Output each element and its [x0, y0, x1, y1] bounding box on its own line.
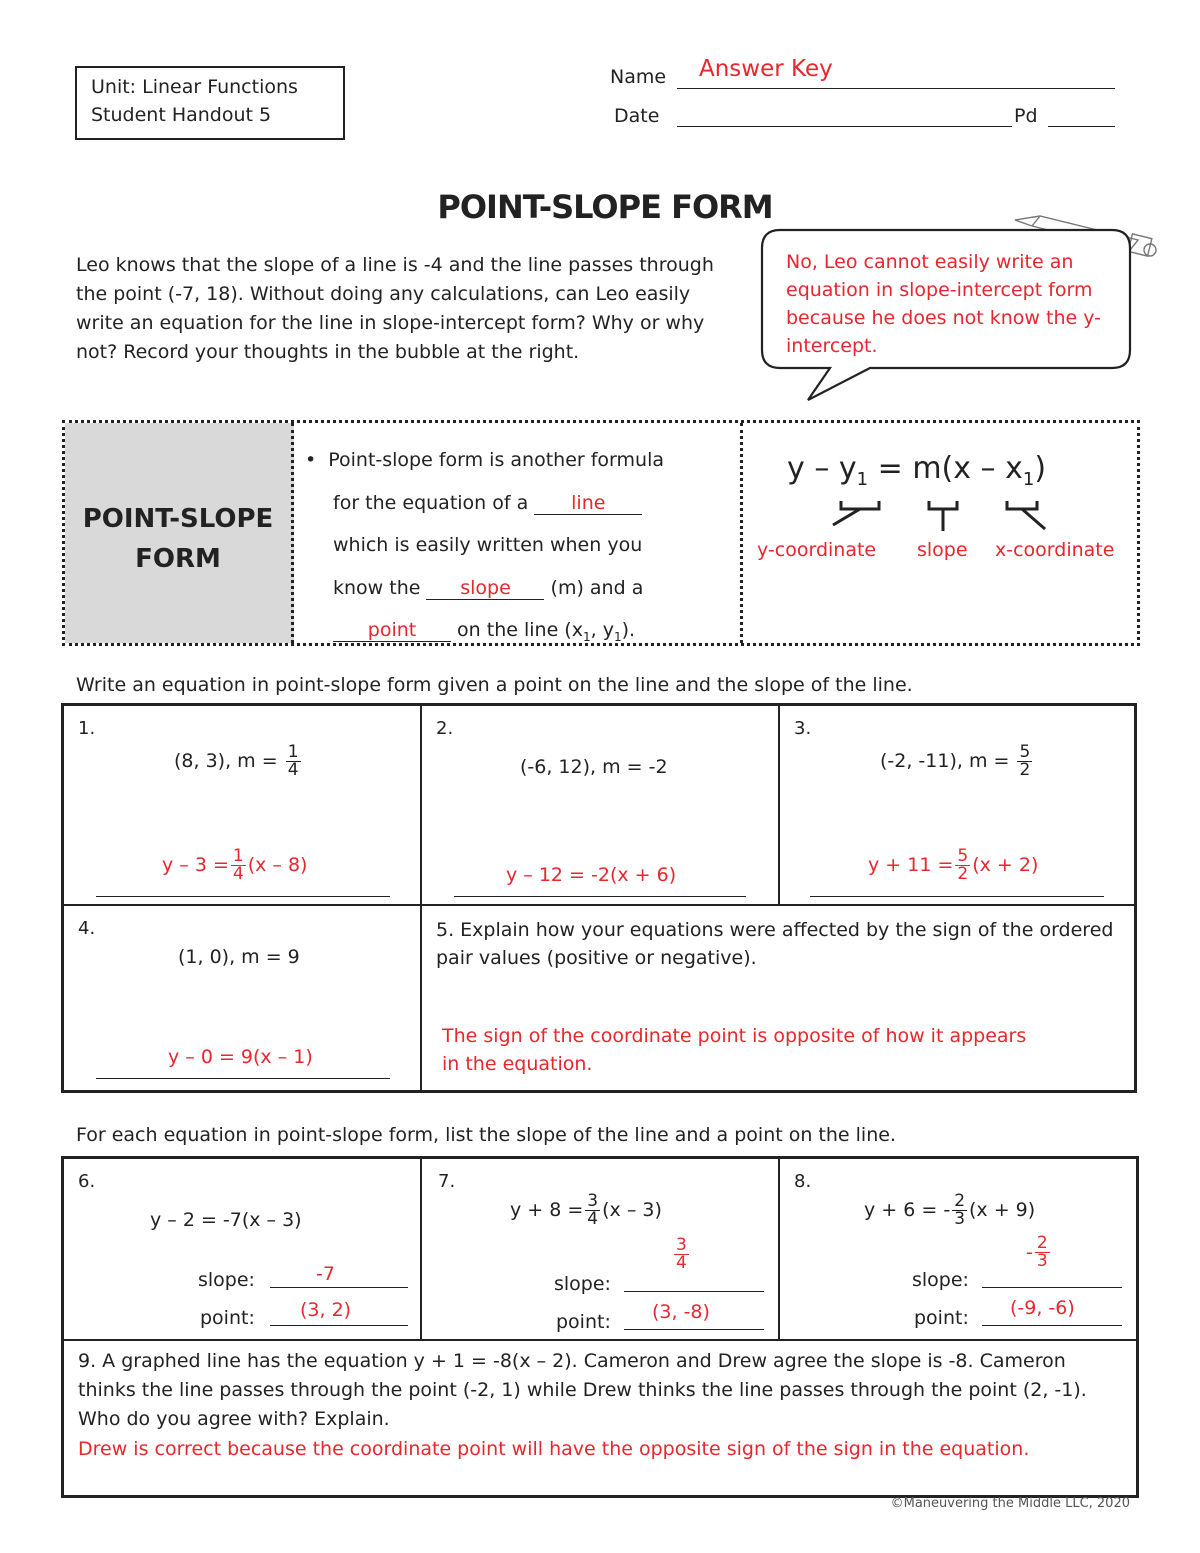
problem-4-answer: y – 0 = 9(x – 1): [168, 1046, 313, 1068]
problem-4-given: (1, 0), m = 9: [178, 946, 300, 968]
formula-cell: [740, 423, 1137, 643]
definition-label: POINT-SLOPE FORM: [82, 504, 274, 574]
problem-8-number: 8.: [794, 1171, 812, 1192]
blank-line[interactable]: line: [534, 492, 642, 515]
label-x-coordinate: x-coordinate: [995, 539, 1115, 561]
bubble-answer: No, Leo cannot easily write an equation in slope-intercept form because he does not know the y-intercept.: [786, 251, 1101, 357]
blank-point[interactable]: point: [333, 619, 451, 642]
period-field[interactable]: [1048, 102, 1115, 127]
problem-6-slope-field[interactable]: -7: [270, 1263, 408, 1288]
problem-4-answer-line[interactable]: [96, 1078, 390, 1079]
problem-6-equation: y – 2 = -7(x – 3): [150, 1209, 302, 1231]
date-label: Date: [614, 105, 660, 127]
problem-2-answer-line[interactable]: [454, 896, 746, 897]
formula-brackets: [823, 491, 1083, 535]
label-slope: slope: [917, 539, 968, 561]
problem-1-answer-line[interactable]: [96, 896, 390, 897]
problem-6-point-field[interactable]: (3, 2): [270, 1301, 408, 1326]
problem-8-point-field[interactable]: (-9, -6): [982, 1301, 1122, 1326]
problem-9-answer: Drew is correct because the coordinate point will have the opposite sign of the sign in the equation.: [78, 1438, 1030, 1460]
problem-7-equation: y + 8 = $\frac{3}{4}$ (x – 3): [510, 1191, 662, 1229]
blank-slope[interactable]: slope: [426, 577, 544, 600]
name-label: Name: [610, 66, 667, 88]
problem-5-question: 5. Explain how your equations were affected by the sign of the ordered pair values (positive or negative).: [436, 919, 1114, 969]
problem-2-answer: y – 12 = -2(x + 6): [506, 864, 677, 886]
label-y-coordinate: y-coordinate: [757, 539, 877, 561]
section2-instruction: For each equation in point-slope form, list the slope of the line and a point on the line.: [76, 1124, 896, 1146]
name-field[interactable]: [677, 56, 1115, 89]
problem-4-number: 4.: [78, 918, 96, 939]
date-field[interactable]: [677, 102, 1012, 127]
problem-9-question: 9. A graphed line has the equation y + 1 = -8(x – 2). Cameron and Drew agree the slope is -8. Cameron thinks the line passes through the point (-2, 1) while Drew thinks the line passes through the point (2, -1). Who do you agree with? Explain.: [78, 1350, 1087, 1430]
formula: $y - y_1 = m(x - x_1)$: [787, 451, 1047, 490]
problem-6-point-label: point:: [200, 1307, 255, 1329]
problem-8-slope-label: slope:: [912, 1269, 969, 1291]
problem-1-given: (8, 3), m = $\frac{1}{4}$: [174, 742, 299, 780]
handout-label: Student Handout 5: [91, 104, 272, 126]
name-value: Answer Key: [699, 56, 833, 82]
problem-7-point-label: point:: [556, 1311, 611, 1333]
problem-7-slope-field[interactable]: $\frac{3}{4}$: [624, 1267, 764, 1292]
section1-instruction: Write an equation in point-slope form given a point on the line and the slope of the line.: [76, 674, 913, 696]
unit-label: Unit: Linear Functions: [91, 76, 298, 98]
period-label: Pd: [1014, 105, 1038, 127]
problem-1-number: 1.: [78, 718, 96, 739]
problems-grid-1: [61, 703, 1137, 1093]
problem-7-point-field[interactable]: (3, -8): [624, 1305, 764, 1330]
problem-3-answer: y + 11 = $\frac{5}{2}$ (x + 2): [868, 846, 1039, 884]
problem-2-given: (-6, 12), m = -2: [520, 756, 668, 778]
problem-8-point-label: point:: [914, 1307, 969, 1329]
problem-8-equation: y + 6 = - $\frac{2}{3}$ (x + 9): [864, 1191, 1036, 1229]
definition-label-cell: [65, 423, 294, 643]
footer-copyright: ©Maneuvering the Middle LLC, 2020: [890, 1496, 1130, 1511]
problem-3-answer-line[interactable]: [810, 896, 1104, 897]
problem-8-slope-field[interactable]: - $\frac{2}{3}$: [982, 1263, 1122, 1288]
problem-2-number: 2.: [436, 718, 454, 739]
problem-3-given: (-2, -11), m = $\frac{5}{2}$: [880, 742, 1031, 780]
problem-3-number: 3.: [794, 718, 812, 739]
problem-7-number: 7.: [438, 1171, 456, 1192]
definition-box: [62, 420, 1140, 646]
problems-grid-2: [61, 1156, 1139, 1498]
problem-7-slope-label: slope:: [554, 1273, 611, 1295]
intro-text: Leo knows that the slope of a line is -4 and the line passes through the point (-7, 18). Without doing any calculations, can Leo easily write an equation for the line in slope-intercept form? Why or why not? Record your thoughts in the bubble at the right.: [76, 254, 714, 363]
definition-text: • Point-slope form is another formula for the equation of a line which is easily written when you know the slope (m) and a point on the line ($x_1$, $y_1$).: [305, 449, 665, 644]
problem-6-number: 6.: [78, 1171, 96, 1192]
page-title: POINT-SLOPE FORM: [437, 188, 773, 226]
problem-5-answer: The sign of the coordinate point is opposite of how it appears in the equation.: [442, 1025, 1027, 1075]
unit-box: [75, 66, 345, 140]
problem-1-answer: y – 3 = $\frac{1}{4}$ (x – 8): [162, 846, 308, 884]
problem-6-slope-label: slope:: [198, 1269, 255, 1291]
